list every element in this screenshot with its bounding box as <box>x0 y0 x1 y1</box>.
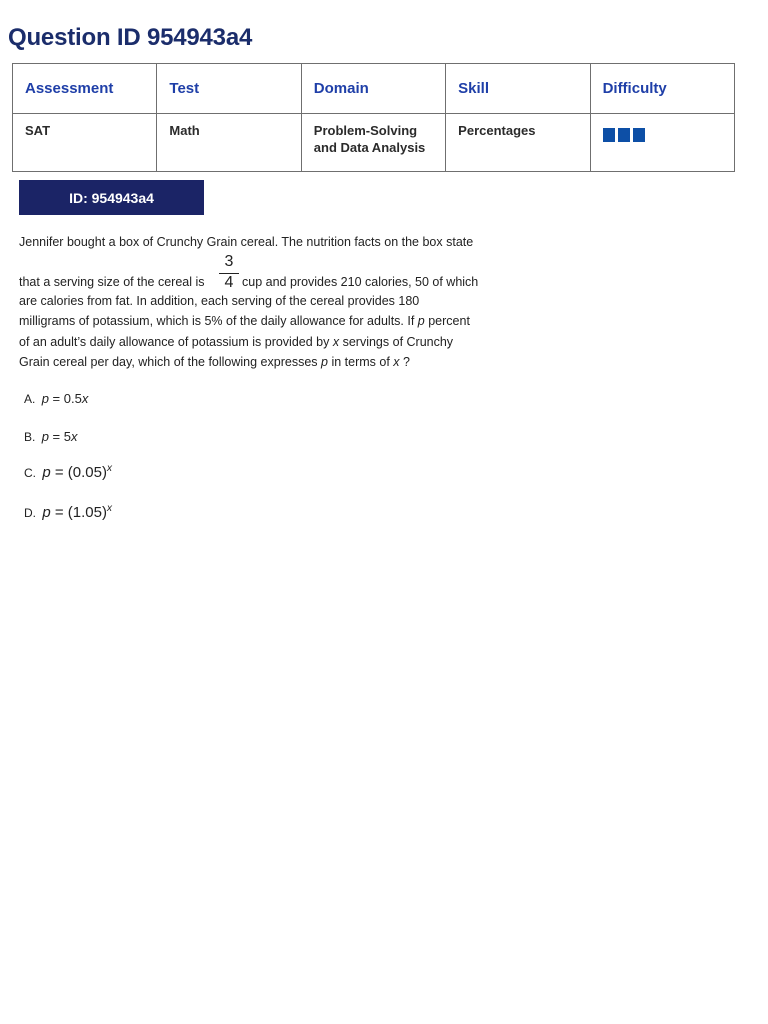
header-test: Test <box>157 64 301 114</box>
difficulty-bar <box>618 128 630 142</box>
value-domain <box>301 114 445 172</box>
question-text-after-fraction: cup and provides 210 calories, 50 of which <box>242 274 479 289</box>
question-text-segment: percent <box>428 314 470 328</box>
question-text-segment: servings of Crunchy <box>342 334 454 349</box>
fraction-denominator: 4 <box>224 273 234 291</box>
question-text-segment: milligrams of potassium, which is 5% of the daily allowance for adults. If <box>19 314 415 328</box>
domain-line-2: and Data Analysis <box>313 140 426 155</box>
choice-expression <box>42 464 112 481</box>
question-text-segment: ? <box>403 355 410 369</box>
fraction-numerator: 3 <box>219 253 239 274</box>
variable-p: p <box>417 314 425 328</box>
expr-exponent: x <box>106 503 112 514</box>
choice-label: B. <box>24 430 36 444</box>
variable-p: p <box>321 355 328 369</box>
choice-label: D. <box>24 506 36 520</box>
expr-var: x <box>81 391 89 406</box>
choice-c[interactable] <box>24 463 112 481</box>
expr-lhs: p <box>41 391 49 406</box>
page-title: Question ID 954943a4 <box>8 24 253 51</box>
question-line <box>19 352 509 373</box>
choice-expression <box>42 391 89 406</box>
expr-eq: = <box>48 391 64 406</box>
value-assessment: SAT <box>13 114 157 172</box>
difficulty-bar <box>633 128 645 142</box>
variable-x: x <box>332 334 340 349</box>
choice-b[interactable] <box>24 429 77 444</box>
choice-d[interactable] <box>24 503 112 521</box>
question-text-segment: in terms of <box>331 355 390 369</box>
difficulty-indicator <box>603 128 722 142</box>
value-skill: Percentages <box>446 114 590 172</box>
question-line: are calories from fat. In addition, each serving of the cereal provides 180 <box>19 293 420 308</box>
expr-eq: = <box>50 464 68 481</box>
question-line: Jennifer bought a box of Crunchy Grain cereal. The nutrition facts on the box state <box>19 235 474 249</box>
question-meta-table <box>12 63 735 172</box>
header-difficulty: Difficulty <box>590 64 734 114</box>
expr-lhs: p <box>41 429 49 444</box>
expr-var: x <box>70 429 78 444</box>
expr-rhs: (0.05) <box>67 464 107 481</box>
choice-label: C. <box>24 466 36 480</box>
choice-label: A. <box>24 392 36 406</box>
expr-eq: = <box>48 429 64 444</box>
expr-rhs: (1.05) <box>67 504 107 521</box>
question-text-segment: of an adult’s daily allowance of potassium is provided by <box>19 334 330 349</box>
header-skill: Skill <box>446 64 590 114</box>
question-text <box>19 232 509 373</box>
choice-expression <box>42 504 112 521</box>
value-test: Math <box>157 114 301 172</box>
variable-x: x <box>393 355 400 369</box>
question-text-before-fraction: that a serving size of the cereal is <box>19 274 205 289</box>
question-line <box>19 311 509 332</box>
header-assessment: Assessment <box>13 64 157 114</box>
expr-eq: = <box>50 504 68 521</box>
header-domain: Domain <box>301 64 445 114</box>
choice-a[interactable] <box>24 391 88 406</box>
meta-header-row <box>13 64 735 114</box>
id-badge: ID: 954943a4 <box>19 180 204 215</box>
question-line <box>19 332 509 353</box>
expr-lhs: p <box>42 504 51 521</box>
domain-line-1: Problem-Solving <box>313 123 418 138</box>
expr-rhs: 5 <box>63 429 71 444</box>
expr-exponent: x <box>106 463 112 474</box>
meta-value-row <box>13 114 735 172</box>
question-line-fraction <box>19 253 509 291</box>
question-text-segment: Grain cereal per day, which of the following expresses <box>19 355 318 369</box>
expr-rhs: 0.5 <box>63 391 82 406</box>
fraction-three-quarters <box>219 253 239 292</box>
difficulty-bar <box>603 128 615 142</box>
value-difficulty <box>590 114 734 172</box>
choice-expression <box>42 429 78 444</box>
expr-lhs: p <box>42 464 51 481</box>
